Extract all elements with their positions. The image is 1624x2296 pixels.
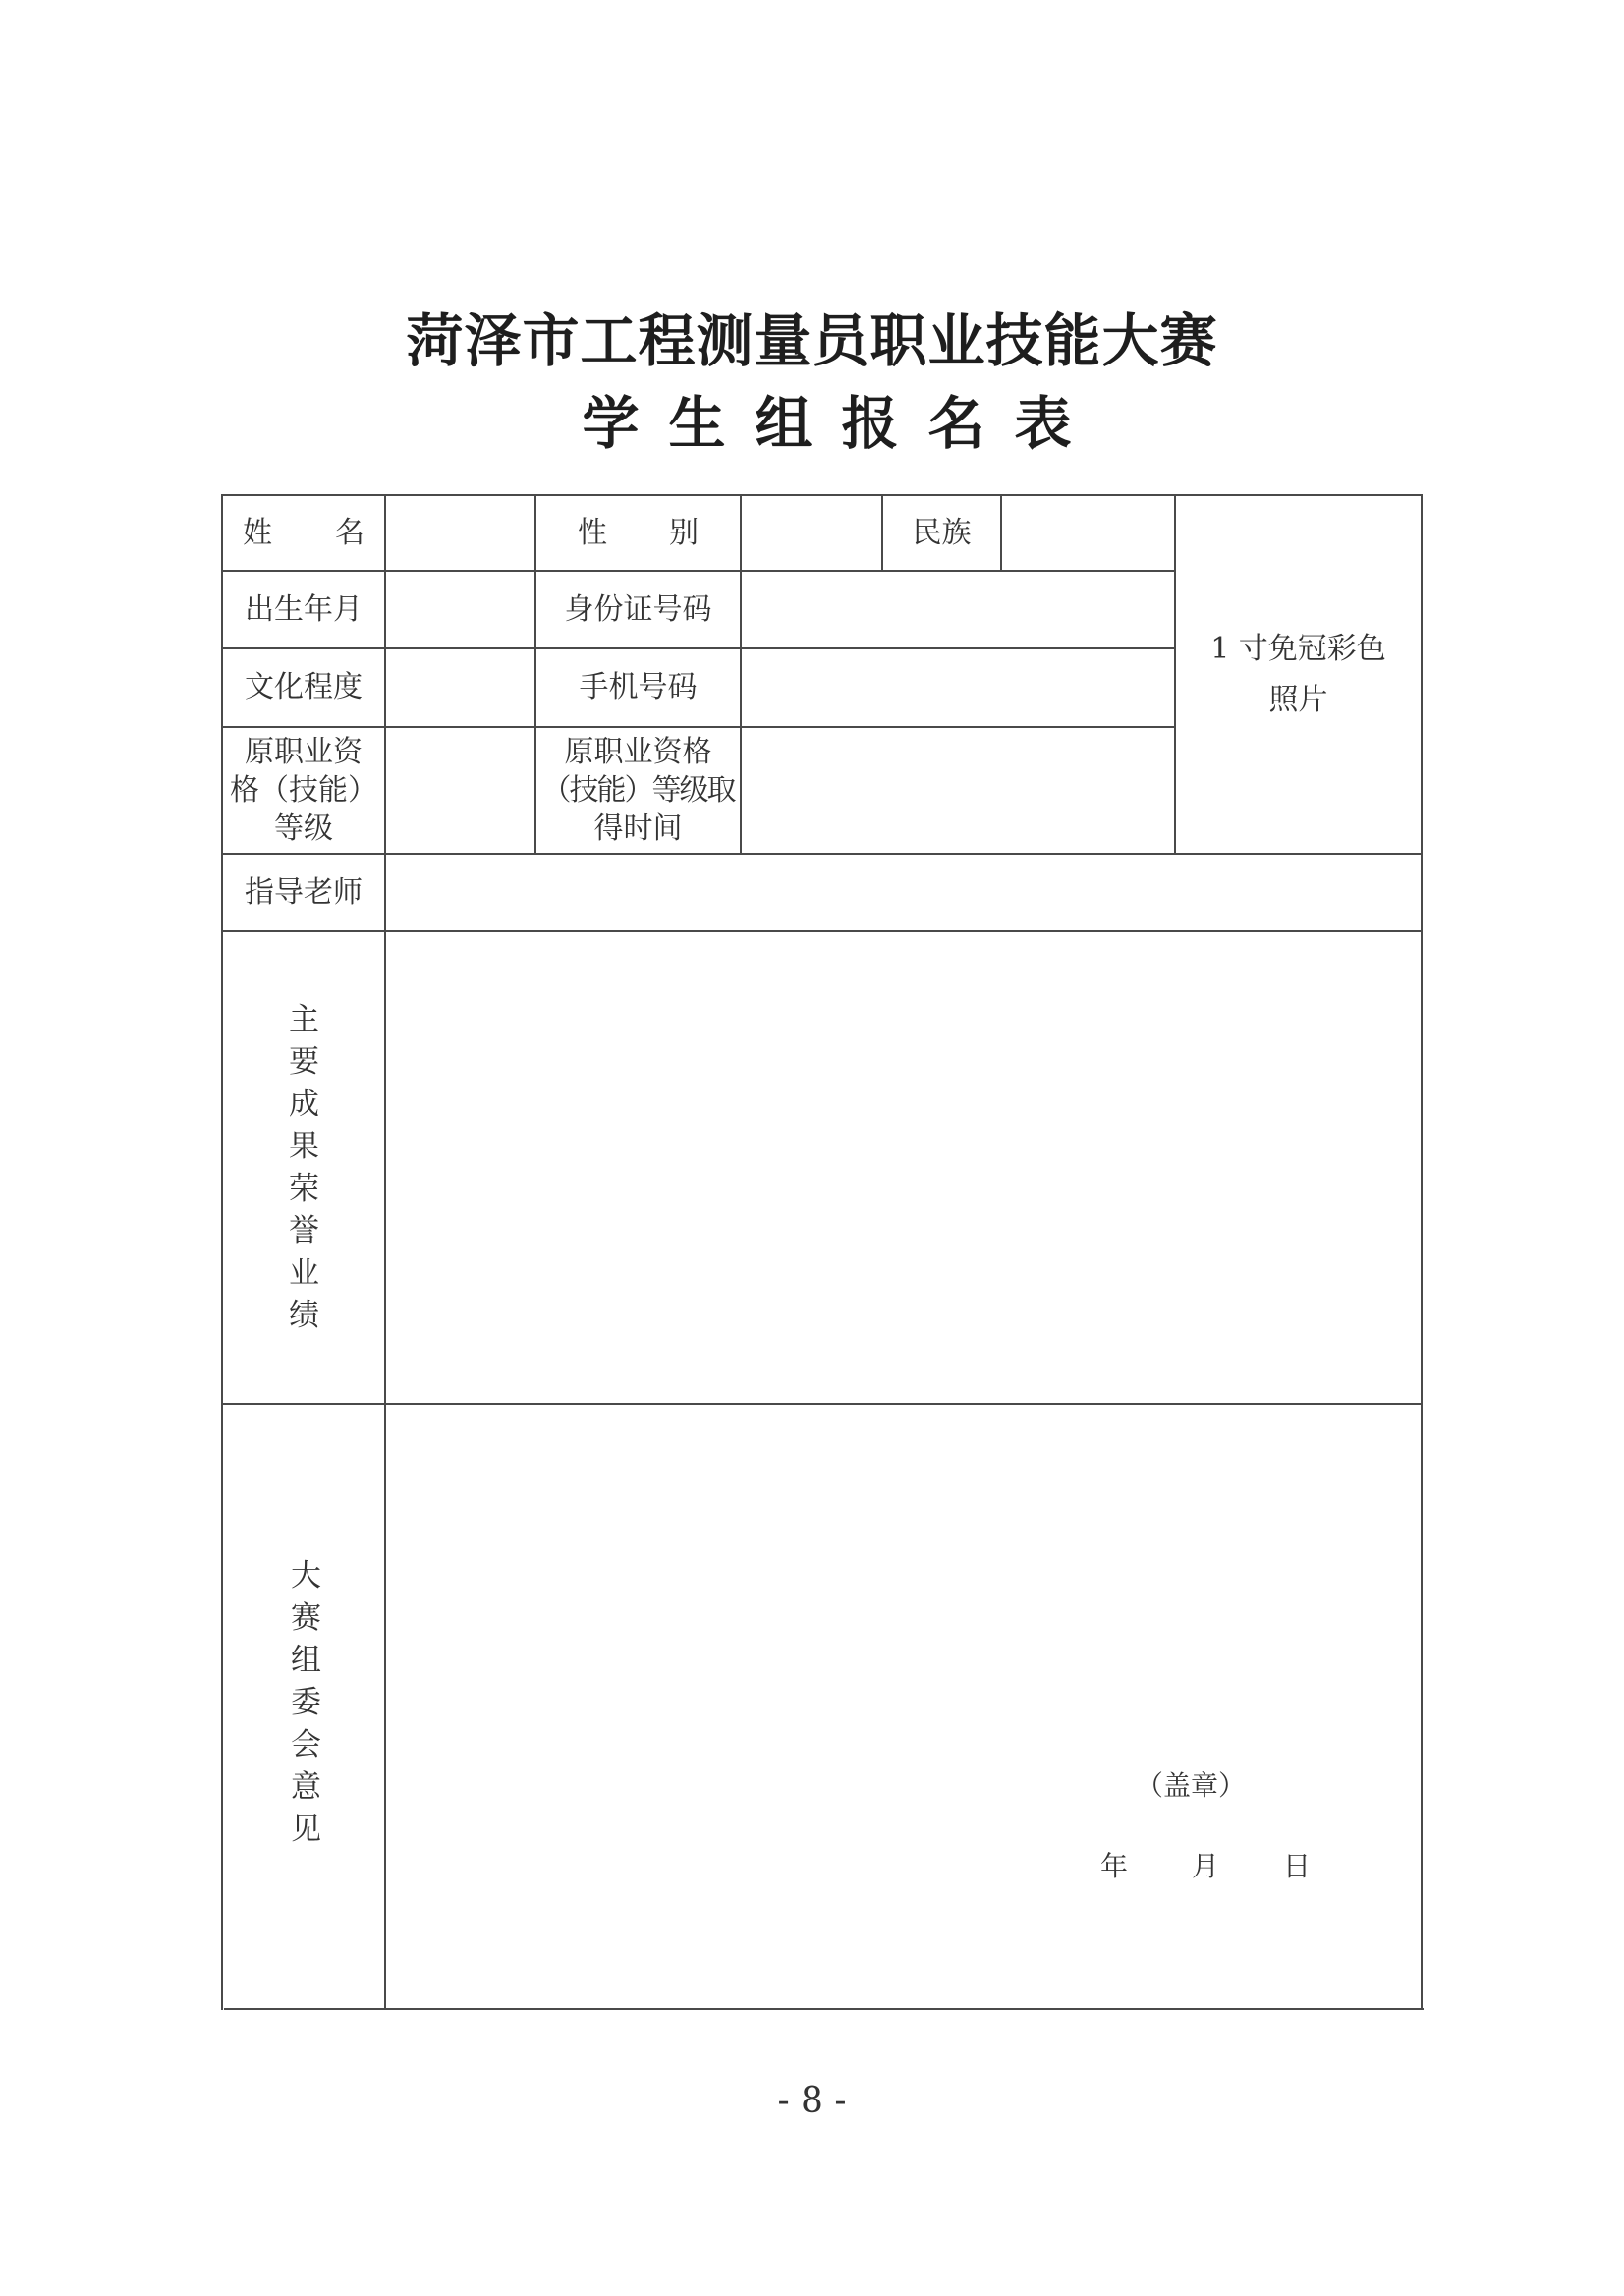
name-label [223,496,384,570]
label-char: 委 [291,1684,321,1720]
page-number: - 8 - [777,2081,847,2121]
form-title: 菏泽市工程测量员职业技能大赛 [406,308,1218,374]
form-subtitle: 学生组报名表 [582,390,1101,457]
qualification-level-label [223,728,384,853]
label-char: 主 [289,1001,319,1037]
date-month-label: 月 [1192,1850,1220,1882]
gender-field[interactable] [742,496,881,570]
ethnicity-field[interactable] [1002,496,1174,570]
id-number-label: 身份证号码 [564,591,712,627]
label-char: 意 [291,1768,321,1805]
phone-label: 手机号码 [579,670,698,704]
committee-opinion-field[interactable] [389,1405,1421,2008]
advisor-label: 指导老师 [245,874,363,910]
label-char: 成 [289,1086,319,1122]
label-char: 大 [291,1557,321,1594]
label-line: 原职业资 [245,735,363,769]
gender-label [536,496,740,570]
label-char: 见 [291,1811,321,1847]
gender-label-char: 性 [578,515,607,550]
photo-caption: 照片 [1268,682,1328,717]
qualification-level-field[interactable] [386,728,534,853]
committee-opinion-label [225,1405,387,2008]
label-char: 组 [291,1642,321,1678]
label-char: 会 [291,1726,321,1763]
education-field[interactable] [386,649,534,726]
label-char: 要 [289,1043,319,1080]
label-line: 原职业资格 [564,735,712,769]
table-border-bottom [224,2008,1424,2010]
education-label: 文化程度 [245,670,363,704]
phone-field[interactable] [742,649,1174,726]
label-line: 得时间 [593,812,683,846]
advisor-field[interactable] [386,855,1421,930]
date-day-label: 日 [1283,1850,1312,1882]
date-year-label: 年 [1100,1850,1129,1882]
achievements-field[interactable] [387,932,1421,1403]
label-line: （技能）等级取 [541,773,735,808]
qualification-date-label [536,728,740,853]
label-char: 誉 [289,1212,319,1249]
stamp-label: （盖章） [1136,1769,1247,1802]
label-char: 荣 [289,1170,319,1206]
name-label-char: 名 [335,515,364,550]
ethnicity-label: 民族 [912,515,972,550]
birth-date-field[interactable] [386,572,534,647]
gender-label-char: 别 [669,515,699,550]
qualification-date-field[interactable] [742,728,1174,853]
label-line: 格（技能） [230,773,377,808]
label-char: 绩 [289,1297,319,1333]
achievements-label [223,932,385,1403]
name-field[interactable] [386,496,534,570]
label-char: 赛 [291,1599,321,1636]
photo-placeholder[interactable] [1176,496,1421,853]
label-char: 果 [289,1128,319,1164]
label-char: 业 [289,1255,319,1291]
table-border-right [1421,494,1423,2010]
photo-caption: 1 寸免冠彩色 [1210,631,1386,666]
label-line: 等级 [274,812,333,846]
id-number-field[interactable] [742,572,1174,647]
name-label-char: 姓 [243,515,272,550]
birth-date-label: 出生年月 [245,591,363,627]
